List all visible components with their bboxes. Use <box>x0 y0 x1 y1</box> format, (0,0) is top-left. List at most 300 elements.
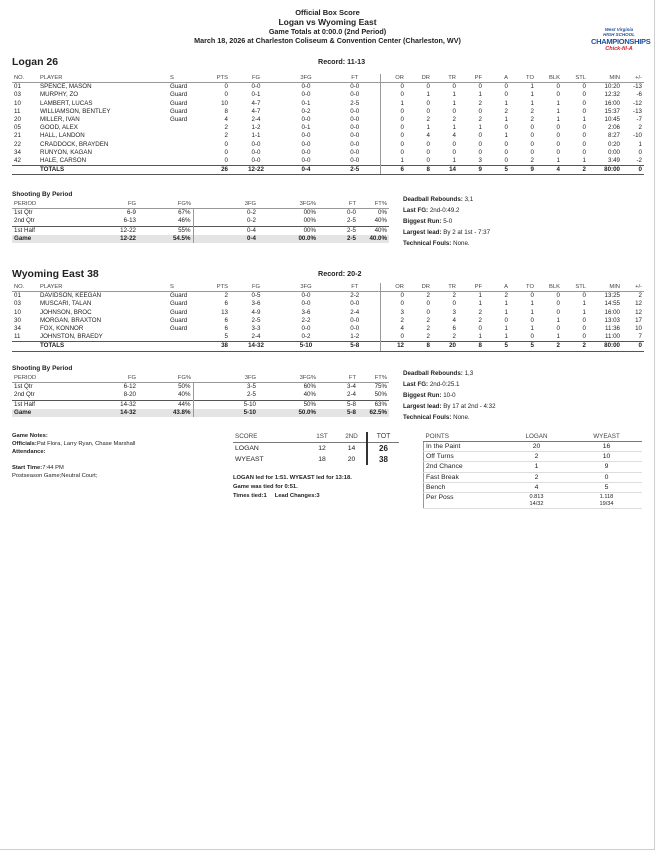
totals-pts: 38 <box>206 342 230 351</box>
player-no: 01 <box>14 83 21 91</box>
player-dr: 2 <box>426 316 430 324</box>
col-header: PTS <box>206 283 230 292</box>
player-tr: 0 <box>452 300 456 308</box>
points-category: 2nd Chance <box>424 462 502 472</box>
col-header: FT <box>330 74 380 83</box>
col-header: NO. <box>12 74 38 83</box>
period-fg3: 0-2 <box>193 209 258 218</box>
player-ft: 0-0 <box>350 157 360 165</box>
player-pm: 1 <box>638 140 642 148</box>
period-ft: 2-4 <box>347 391 356 399</box>
away-shooting-by-period-table <box>12 374 389 417</box>
player-row <box>12 100 644 108</box>
player-stl: 1 <box>582 300 586 308</box>
period-col-header: FT <box>318 374 358 383</box>
col-header: S <box>168 74 206 83</box>
player-pf: 1 <box>478 91 482 99</box>
player-a: 1 <box>504 300 508 308</box>
player-fg: 2-5 <box>251 316 261 324</box>
totals-pm: 0 <box>622 166 644 175</box>
player-ft: 0-0 <box>350 316 360 324</box>
player-tr: 0 <box>452 83 456 91</box>
period-ft: 2-5 <box>347 217 356 225</box>
col-header: NO. <box>12 283 38 292</box>
start-time-label: Start Time: <box>12 465 43 471</box>
period-fg: 6-9 <box>127 209 136 217</box>
player-pts: 5 <box>224 333 228 341</box>
player-no: 42 <box>14 157 21 165</box>
player-stl: 1 <box>582 308 586 316</box>
score-team: WYEAST <box>235 456 264 463</box>
player-blk: 0 <box>556 300 560 308</box>
stat-line <box>403 390 496 401</box>
player-or: 0 <box>380 83 406 92</box>
totals-tr: 14 <box>432 166 458 175</box>
points-category: Bench <box>424 482 502 492</box>
player-fg3: 0-0 <box>301 157 311 165</box>
points-col-header: POINTS <box>424 432 502 442</box>
player-a: 1 <box>504 325 508 333</box>
player-stl: 1 <box>582 157 586 165</box>
player-a: 0 <box>504 124 508 132</box>
period-ft: 2-5 <box>318 235 358 243</box>
player-tr: 4 <box>452 132 456 140</box>
away-team-name: Wyoming East 38 <box>12 268 99 280</box>
player-s <box>168 149 206 157</box>
player-pm: 2 <box>638 124 642 132</box>
totals-blank <box>168 342 206 351</box>
player-ft: 0-0 <box>350 107 360 115</box>
player-pm: -12 <box>633 99 642 107</box>
col-header: OR <box>380 74 406 83</box>
stat-value: 2nd-0:49.2 <box>429 207 460 214</box>
player-no: 03 <box>14 91 21 99</box>
player-s <box>168 333 206 342</box>
points-category: Fast Break <box>424 472 502 482</box>
totals-to: 5 <box>510 342 536 351</box>
points-row <box>424 472 642 482</box>
period-fgp: 43.8% <box>138 409 193 417</box>
totals-blank <box>12 166 38 175</box>
period-p: 2nd Qtr <box>14 391 35 399</box>
col-header: FG <box>230 74 282 83</box>
player-blk: 0 <box>556 132 560 140</box>
col-header: DR <box>406 283 432 292</box>
player-min: 11:36 <box>604 325 620 333</box>
player-fg3: 0-0 <box>301 91 311 99</box>
col-header: +/- <box>622 74 644 83</box>
period-fgp: 55% <box>138 226 193 235</box>
player-to: 0 <box>530 148 534 156</box>
player-name: GOOD, ALEX <box>40 124 78 132</box>
player-blk: 1 <box>556 316 560 324</box>
player-ft: 0-0 <box>350 116 360 124</box>
player-ft: 2-4 <box>350 308 360 316</box>
period-fg3p: 50% <box>258 400 318 409</box>
player-name: MORGAN, BRAXTON <box>40 316 102 324</box>
stat-label: Last FG: <box>403 381 429 388</box>
period-col-header: FT% <box>358 374 389 383</box>
player-pts: 4 <box>224 116 228 124</box>
player-a: 2 <box>504 292 508 300</box>
period-fgp: 46% <box>178 217 191 225</box>
player-pf: 0 <box>478 325 482 333</box>
away-box-score-table <box>12 283 644 352</box>
totals-fg3: 0-4 <box>282 166 330 175</box>
points-wyeast: 10 <box>572 452 642 462</box>
period-p: 1st Qtr <box>14 383 33 391</box>
score-col-header: TOT <box>367 432 399 443</box>
score-q1: 12 <box>318 445 326 452</box>
player-or: 1 <box>380 100 406 108</box>
player-a: 1 <box>504 99 508 107</box>
period-row <box>12 400 389 409</box>
player-no: 20 <box>14 116 21 124</box>
player-row <box>12 149 644 157</box>
player-tr: 6 <box>452 325 456 333</box>
period-row <box>12 383 389 392</box>
player-stl: 1 <box>582 116 586 124</box>
away-shooting-title: Shooting By Period <box>12 365 73 372</box>
player-fg: 3-3 <box>251 325 261 333</box>
player-a: 0 <box>504 140 508 148</box>
player-pf: 2 <box>478 308 482 316</box>
totals-stl: 2 <box>562 166 588 175</box>
player-row <box>12 141 644 149</box>
player-a: 1 <box>504 116 508 124</box>
player-pts: 8 <box>224 107 228 115</box>
period-p: Game <box>12 235 68 243</box>
col-header: MIN <box>588 283 622 292</box>
player-name: MUSCARI, TALAN <box>40 300 92 308</box>
player-pts: 0 <box>224 91 228 99</box>
player-pm: -13 <box>633 107 642 115</box>
period-col-header: PERIOD <box>12 374 68 383</box>
player-row <box>12 116 644 124</box>
player-no: 05 <box>14 124 21 132</box>
player-no: 10 <box>14 308 21 316</box>
player-min: 12:32 <box>604 91 620 99</box>
totals-to: 9 <box>510 166 536 175</box>
stat-value: 10-0 <box>443 392 456 399</box>
player-ft: 0-0 <box>350 140 360 148</box>
period-fg3p: 50.0% <box>258 409 318 417</box>
logo-championships: CHAMPIONSHIPS <box>591 37 651 46</box>
period-fg: 6-12 <box>123 383 136 391</box>
player-min: 14:55 <box>604 300 620 308</box>
col-header: STL <box>562 74 588 83</box>
points-wyeast: 5 <box>572 482 642 492</box>
player-s: Guard <box>170 83 188 91</box>
period-fg: 12-22 <box>68 235 138 243</box>
player-blk: 0 <box>556 124 560 132</box>
start-time-value: 7:44 PM <box>42 465 64 471</box>
col-header: PLAYER <box>38 283 168 292</box>
period-fgp: 50% <box>178 383 191 391</box>
points-row <box>424 482 642 492</box>
stat-value: None. <box>453 240 470 247</box>
stat-label: Technical Fouls: <box>403 240 452 247</box>
player-ft: 0-0 <box>350 132 360 140</box>
score-header-row <box>233 432 399 443</box>
player-fg: 2-4 <box>251 116 261 124</box>
player-pts: 10 <box>221 99 228 107</box>
player-pf: 2 <box>478 116 482 124</box>
player-no: 10 <box>14 99 21 107</box>
player-min: 15:37 <box>604 107 620 115</box>
player-pm: -2 <box>636 157 642 165</box>
period-ft: 0-0 <box>347 209 356 217</box>
stat-value: None. <box>453 414 470 421</box>
player-s: Guard <box>170 99 188 107</box>
totals-pf: 8 <box>458 342 484 351</box>
player-to: 0 <box>530 124 534 132</box>
totals-min: 80:00 <box>588 342 622 351</box>
score-col-header: SCORE <box>233 432 307 443</box>
col-header: PLAYER <box>38 74 168 83</box>
player-a: 0 <box>504 316 508 324</box>
player-blk: 1 <box>556 99 560 107</box>
player-a: 1 <box>504 132 508 140</box>
period-ftp: 40% <box>374 217 387 225</box>
player-stl: 0 <box>582 148 586 156</box>
period-fg3: 5-10 <box>193 400 258 409</box>
player-fg3: 3-6 <box>301 308 311 316</box>
totals-fg: 12-22 <box>230 166 282 175</box>
player-name: RUNYON, KAGAN <box>40 148 92 156</box>
player-name: LAMBERT, LUCAS <box>40 99 93 107</box>
player-no: 22 <box>14 140 21 148</box>
championships-logo <box>591 27 651 67</box>
points-logan: 1 <box>502 462 572 472</box>
player-to: 1 <box>530 300 534 308</box>
player-pts: 6 <box>224 325 228 333</box>
points-wyeast: 16 <box>572 442 642 452</box>
period-row <box>12 226 389 235</box>
player-name: MURPHY, ZO <box>40 91 79 99</box>
period-row <box>12 235 389 243</box>
player-min: 16:00 <box>604 99 620 107</box>
stat-label: Biggest Run: <box>403 218 442 225</box>
times-tied: Times tied:1 <box>233 493 267 500</box>
player-stl: 0 <box>582 99 586 107</box>
stat-line <box>403 227 490 238</box>
points-logan: 4 <box>502 482 572 492</box>
player-or: 0 <box>380 124 406 132</box>
stat-label: Technical Fouls: <box>403 414 452 421</box>
totals-row <box>12 166 644 175</box>
totals-fg3: 5-10 <box>282 342 330 351</box>
points-row <box>424 462 642 472</box>
player-min: 13:03 <box>604 316 620 324</box>
per-poss-logan <box>502 493 572 509</box>
player-row <box>12 325 644 333</box>
officials-value: Pat Flora, Larry Ryan, Chase Marshall <box>36 441 136 447</box>
player-dr: 0 <box>426 300 430 308</box>
col-header: TO <box>510 74 536 83</box>
player-s: Guard <box>170 316 188 324</box>
player-fg3: 0-0 <box>301 292 311 300</box>
points-category: Off Turns <box>424 452 502 462</box>
player-stl: 0 <box>582 107 586 115</box>
period-fgp: 40% <box>178 391 191 399</box>
player-dr: 0 <box>426 157 430 165</box>
player-fg: 0-1 <box>251 91 261 99</box>
player-pts: 2 <box>224 292 228 300</box>
player-a: 1 <box>504 308 508 316</box>
player-blk: 0 <box>556 292 560 300</box>
player-pts: 2 <box>224 132 228 140</box>
points-wyeast: 9 <box>572 462 642 472</box>
player-pf: 0 <box>478 140 482 148</box>
player-or: 0 <box>380 132 406 140</box>
player-blk: 0 <box>556 308 560 316</box>
home-game-stats <box>403 194 490 249</box>
col-header: MIN <box>588 74 622 83</box>
player-to: 0 <box>530 140 534 148</box>
player-fg: 1-1 <box>251 132 261 140</box>
player-a: 0 <box>504 91 508 99</box>
player-s <box>168 157 206 166</box>
player-tr: 3 <box>452 308 456 316</box>
player-fg: 2-4 <box>251 333 261 341</box>
per-poss-logan-ratio: 14/32 <box>529 500 544 507</box>
per-poss-wyeast <box>572 493 642 509</box>
player-pts: 2 <box>224 124 228 132</box>
score-q2: 14 <box>347 445 356 452</box>
player-min: 11:00 <box>604 333 620 341</box>
points-category: In the Paint <box>424 442 502 452</box>
player-tr: 4 <box>452 316 456 324</box>
score-by-period-table <box>233 432 399 465</box>
player-tr: 0 <box>452 148 456 156</box>
points-row <box>424 442 642 452</box>
postseason-note: Postseason Game;Neutral Court; <box>12 473 98 479</box>
player-to: 1 <box>530 91 534 99</box>
away-team-record: Record: 20-2 <box>318 269 362 278</box>
player-name: SPENCE, MASON <box>40 83 92 91</box>
player-name: JOHNSON, BROC <box>40 308 92 316</box>
player-blk: 0 <box>556 148 560 156</box>
player-tr: 2 <box>452 116 456 124</box>
score-q1: 18 <box>318 456 326 463</box>
stat-line <box>403 238 490 249</box>
period-col-header: FG% <box>138 374 193 383</box>
player-no: 11 <box>14 333 21 341</box>
period-header-row <box>12 374 389 383</box>
period-fg: 14-32 <box>68 409 138 417</box>
player-to: 1 <box>530 308 534 316</box>
player-pf: 1 <box>478 292 482 300</box>
player-ft: 0-0 <box>350 83 360 91</box>
period-p: 1st Half <box>12 400 68 409</box>
player-fg: 4-7 <box>251 99 261 107</box>
player-row <box>12 309 644 317</box>
points-col-header: WYEAST <box>572 432 642 442</box>
player-or: 2 <box>380 317 406 325</box>
game-notes <box>12 432 135 480</box>
player-or: 0 <box>380 116 406 124</box>
player-s: Guard <box>170 91 188 99</box>
player-s: Guard <box>170 308 188 316</box>
player-min: 0:20 <box>607 140 620 148</box>
stat-value: 2nd-0:25.1 <box>429 381 460 388</box>
lead-time-line: LOGAN led for 1:51. WYEAST led for 13:18. <box>233 475 352 481</box>
player-blk: 0 <box>556 91 560 99</box>
totals-min: 80:00 <box>588 166 622 175</box>
player-fg3: 0-0 <box>301 116 311 124</box>
player-pf: 0 <box>478 132 482 140</box>
player-stl: 0 <box>582 325 586 333</box>
period-col-header: 3FG% <box>258 200 318 209</box>
player-fg: 4-7 <box>251 107 261 115</box>
player-blk: 0 <box>556 83 560 91</box>
totals-blank <box>12 342 38 351</box>
player-name: CRADDOCK, BRAYDEN <box>40 140 109 148</box>
player-no: 21 <box>14 132 21 140</box>
period-col-header: 3FG% <box>258 374 318 383</box>
player-no: 11 <box>14 107 21 115</box>
player-pf: 3 <box>478 157 482 165</box>
period-ftp: 40.0% <box>358 235 389 243</box>
points-logan: 2 <box>502 472 572 482</box>
away-game-stats <box>403 368 496 423</box>
stat-line <box>403 412 496 423</box>
per-poss-label: Per Poss <box>424 493 502 509</box>
player-fg3: 0-2 <box>301 107 311 115</box>
player-name: FOX, KONNOR <box>40 325 84 333</box>
points-logan: 2 <box>502 452 572 462</box>
score-row <box>233 454 399 465</box>
stat-label: Deadball Rebounds: <box>403 196 463 203</box>
home-shooting-by-period-table <box>12 200 389 243</box>
totals-or: 12 <box>380 342 406 351</box>
stat-line <box>403 216 490 227</box>
period-col-header: PERIOD <box>12 200 68 209</box>
player-a: 0 <box>504 83 508 91</box>
player-or: 0 <box>380 333 406 342</box>
period-col-header: FG <box>68 200 138 209</box>
player-or: 0 <box>380 141 406 149</box>
player-pf: 1 <box>478 333 482 341</box>
period-header-row <box>12 200 389 209</box>
period-ftp: 0% <box>378 209 387 217</box>
game-totals-line: Game Totals at 0:00.0 (2nd Period) <box>268 27 387 36</box>
player-dr: 1 <box>426 91 430 99</box>
player-pts: 0 <box>224 157 228 165</box>
player-pts: 13 <box>221 308 228 316</box>
player-stl: 0 <box>582 140 586 148</box>
player-name: MILLER, IVAN <box>40 116 80 124</box>
player-dr: 2 <box>426 333 430 341</box>
col-header: FG <box>230 283 282 292</box>
home-box-score-table <box>12 74 644 175</box>
col-header: TR <box>432 283 458 292</box>
player-pm: -7 <box>636 116 642 124</box>
col-header: A <box>484 283 510 292</box>
player-or: 3 <box>380 309 406 317</box>
period-fg3: 0-4 <box>193 235 258 243</box>
player-s: Guard <box>170 292 188 300</box>
player-dr: 0 <box>426 140 430 148</box>
player-fg3: 0-0 <box>301 132 311 140</box>
totals-blank <box>168 166 206 175</box>
player-or: 0 <box>380 91 406 99</box>
period-fg3: 3-5 <box>193 383 258 392</box>
player-to: 1 <box>530 83 534 91</box>
period-ft: 3-4 <box>347 383 356 391</box>
period-row <box>12 209 389 218</box>
